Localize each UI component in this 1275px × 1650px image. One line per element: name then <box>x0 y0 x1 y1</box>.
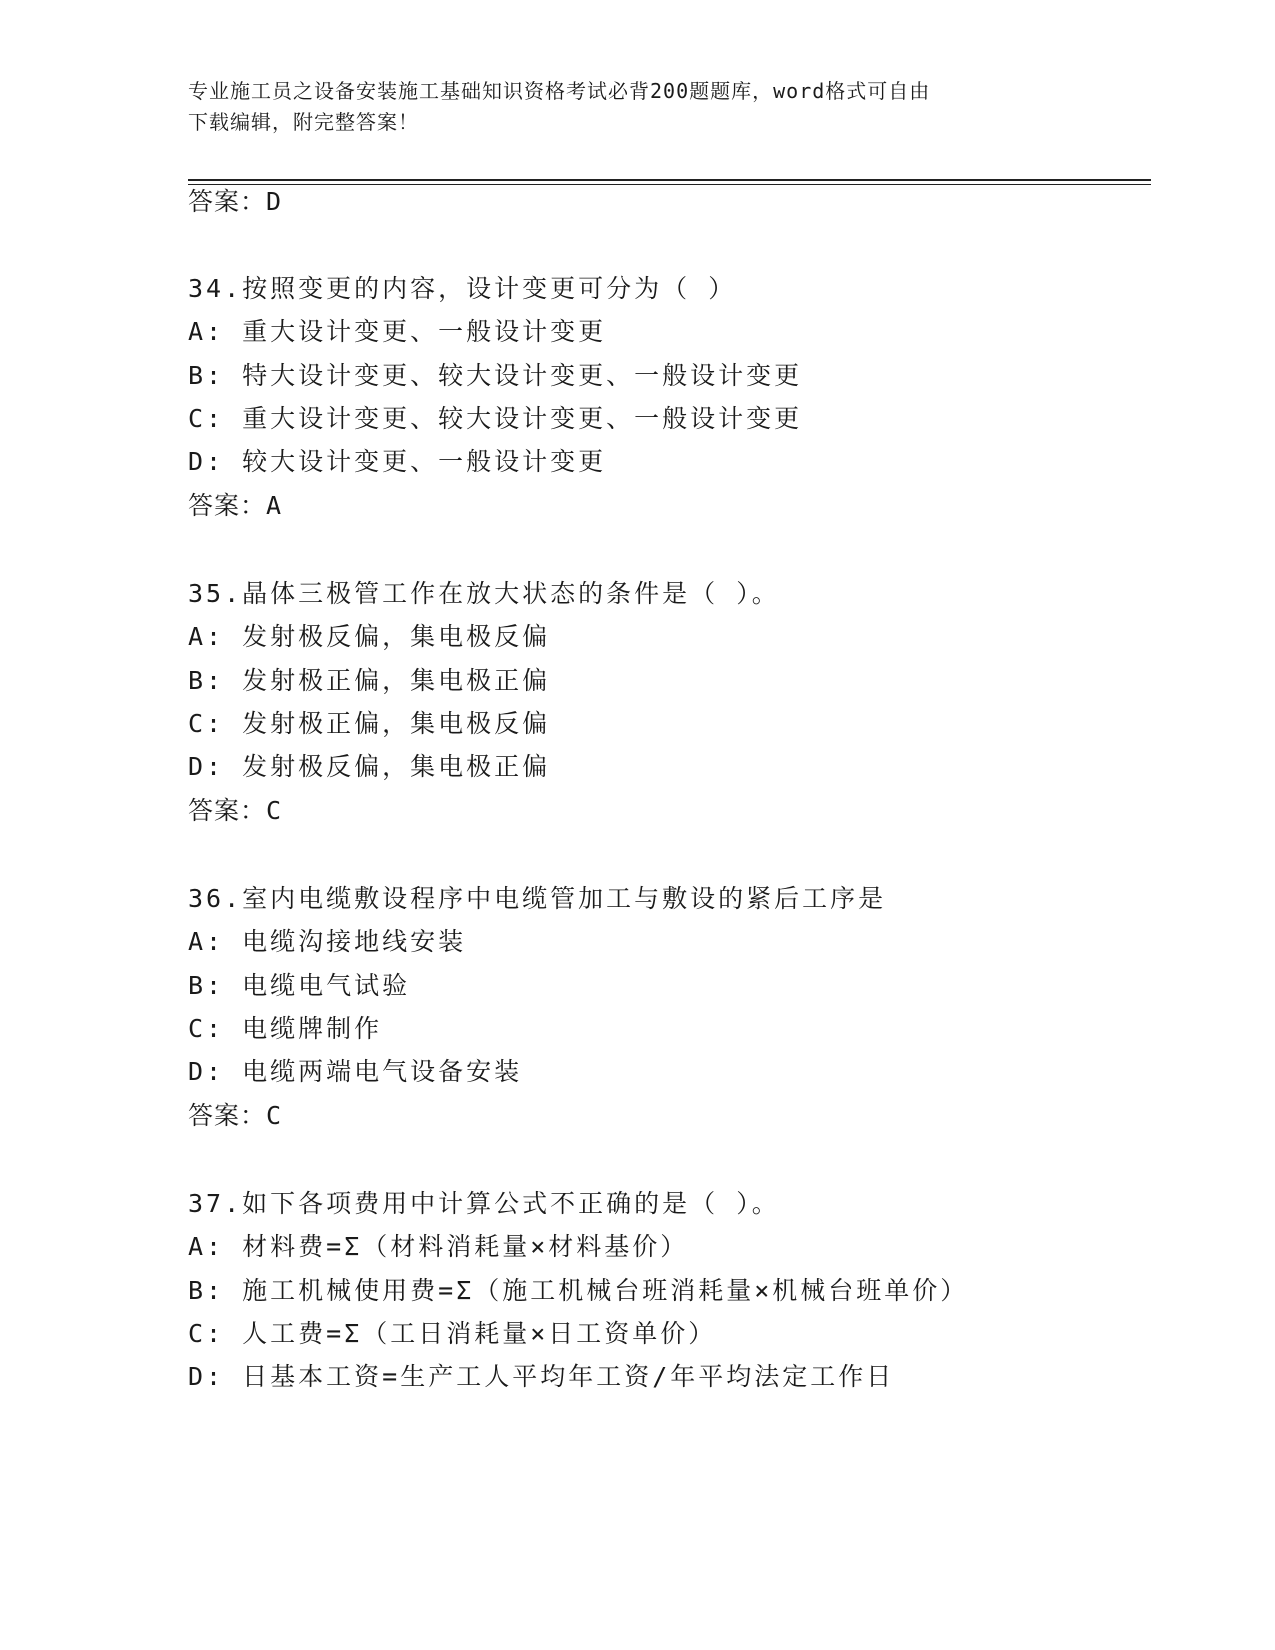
option-c: C: 重大设计变更、较大设计变更、一般设计变更 <box>188 404 803 433</box>
header-divider-thin <box>188 184 1151 185</box>
option-b: B: 电缆电气试验 <box>188 971 411 1000</box>
option-b: B: 施工机械使用费=Σ（施工机械台班消耗量×机械台班单价） <box>188 1276 969 1305</box>
header-divider <box>188 179 1151 181</box>
option-d: D: 日基本工资=生产工人平均年工资/年平均法定工作日 <box>188 1362 895 1391</box>
header-line-2: 下载编辑，附完整答案！ <box>188 110 419 134</box>
document-header <box>188 76 1068 138</box>
answer: 答案：C <box>188 796 283 825</box>
option-d: D: 较大设计变更、一般设计变更 <box>188 447 607 476</box>
option-d: D: 发射极反偏，集电极正偏 <box>188 752 551 781</box>
answer: 答案：A <box>188 491 283 520</box>
option-c: C: 发射极正偏，集电极反偏 <box>188 709 551 738</box>
option-a: A: 材料费=Σ（材料消耗量×材料基价） <box>188 1232 689 1261</box>
option-a: A: 发射极反偏，集电极反偏 <box>188 622 551 651</box>
answer-33: 答案：D <box>188 187 283 216</box>
option-a: A: 重大设计变更、一般设计变更 <box>188 317 607 346</box>
option-a: A: 电缆沟接地线安装 <box>188 927 467 956</box>
option-d: D: 电缆两端电气设备安装 <box>188 1057 523 1086</box>
question-stem: 34.按照变更的内容，设计变更可分为（ ） <box>188 274 737 303</box>
option-c: C: 电缆牌制作 <box>188 1014 383 1043</box>
option-c: C: 人工费=Σ（工日消耗量×日工资单价） <box>188 1319 717 1348</box>
option-b: B: 发射极正偏，集电极正偏 <box>188 666 551 695</box>
question-stem: 36.室内电缆敷设程序中电缆管加工与敷设的紧后工序是 <box>188 884 887 913</box>
answer: 答案：C <box>188 1101 283 1130</box>
header-line-1: 专业施工员之设备安装施工基础知识资格考试必背200题题库，word格式可自由 <box>188 79 931 103</box>
question-stem: 37.如下各项费用中计算公式不正确的是（ ）。 <box>188 1189 780 1218</box>
question-stem: 35.晶体三极管工作在放大状态的条件是（ ）。 <box>188 579 780 608</box>
option-b: B: 特大设计变更、较大设计变更、一般设计变更 <box>188 361 803 390</box>
